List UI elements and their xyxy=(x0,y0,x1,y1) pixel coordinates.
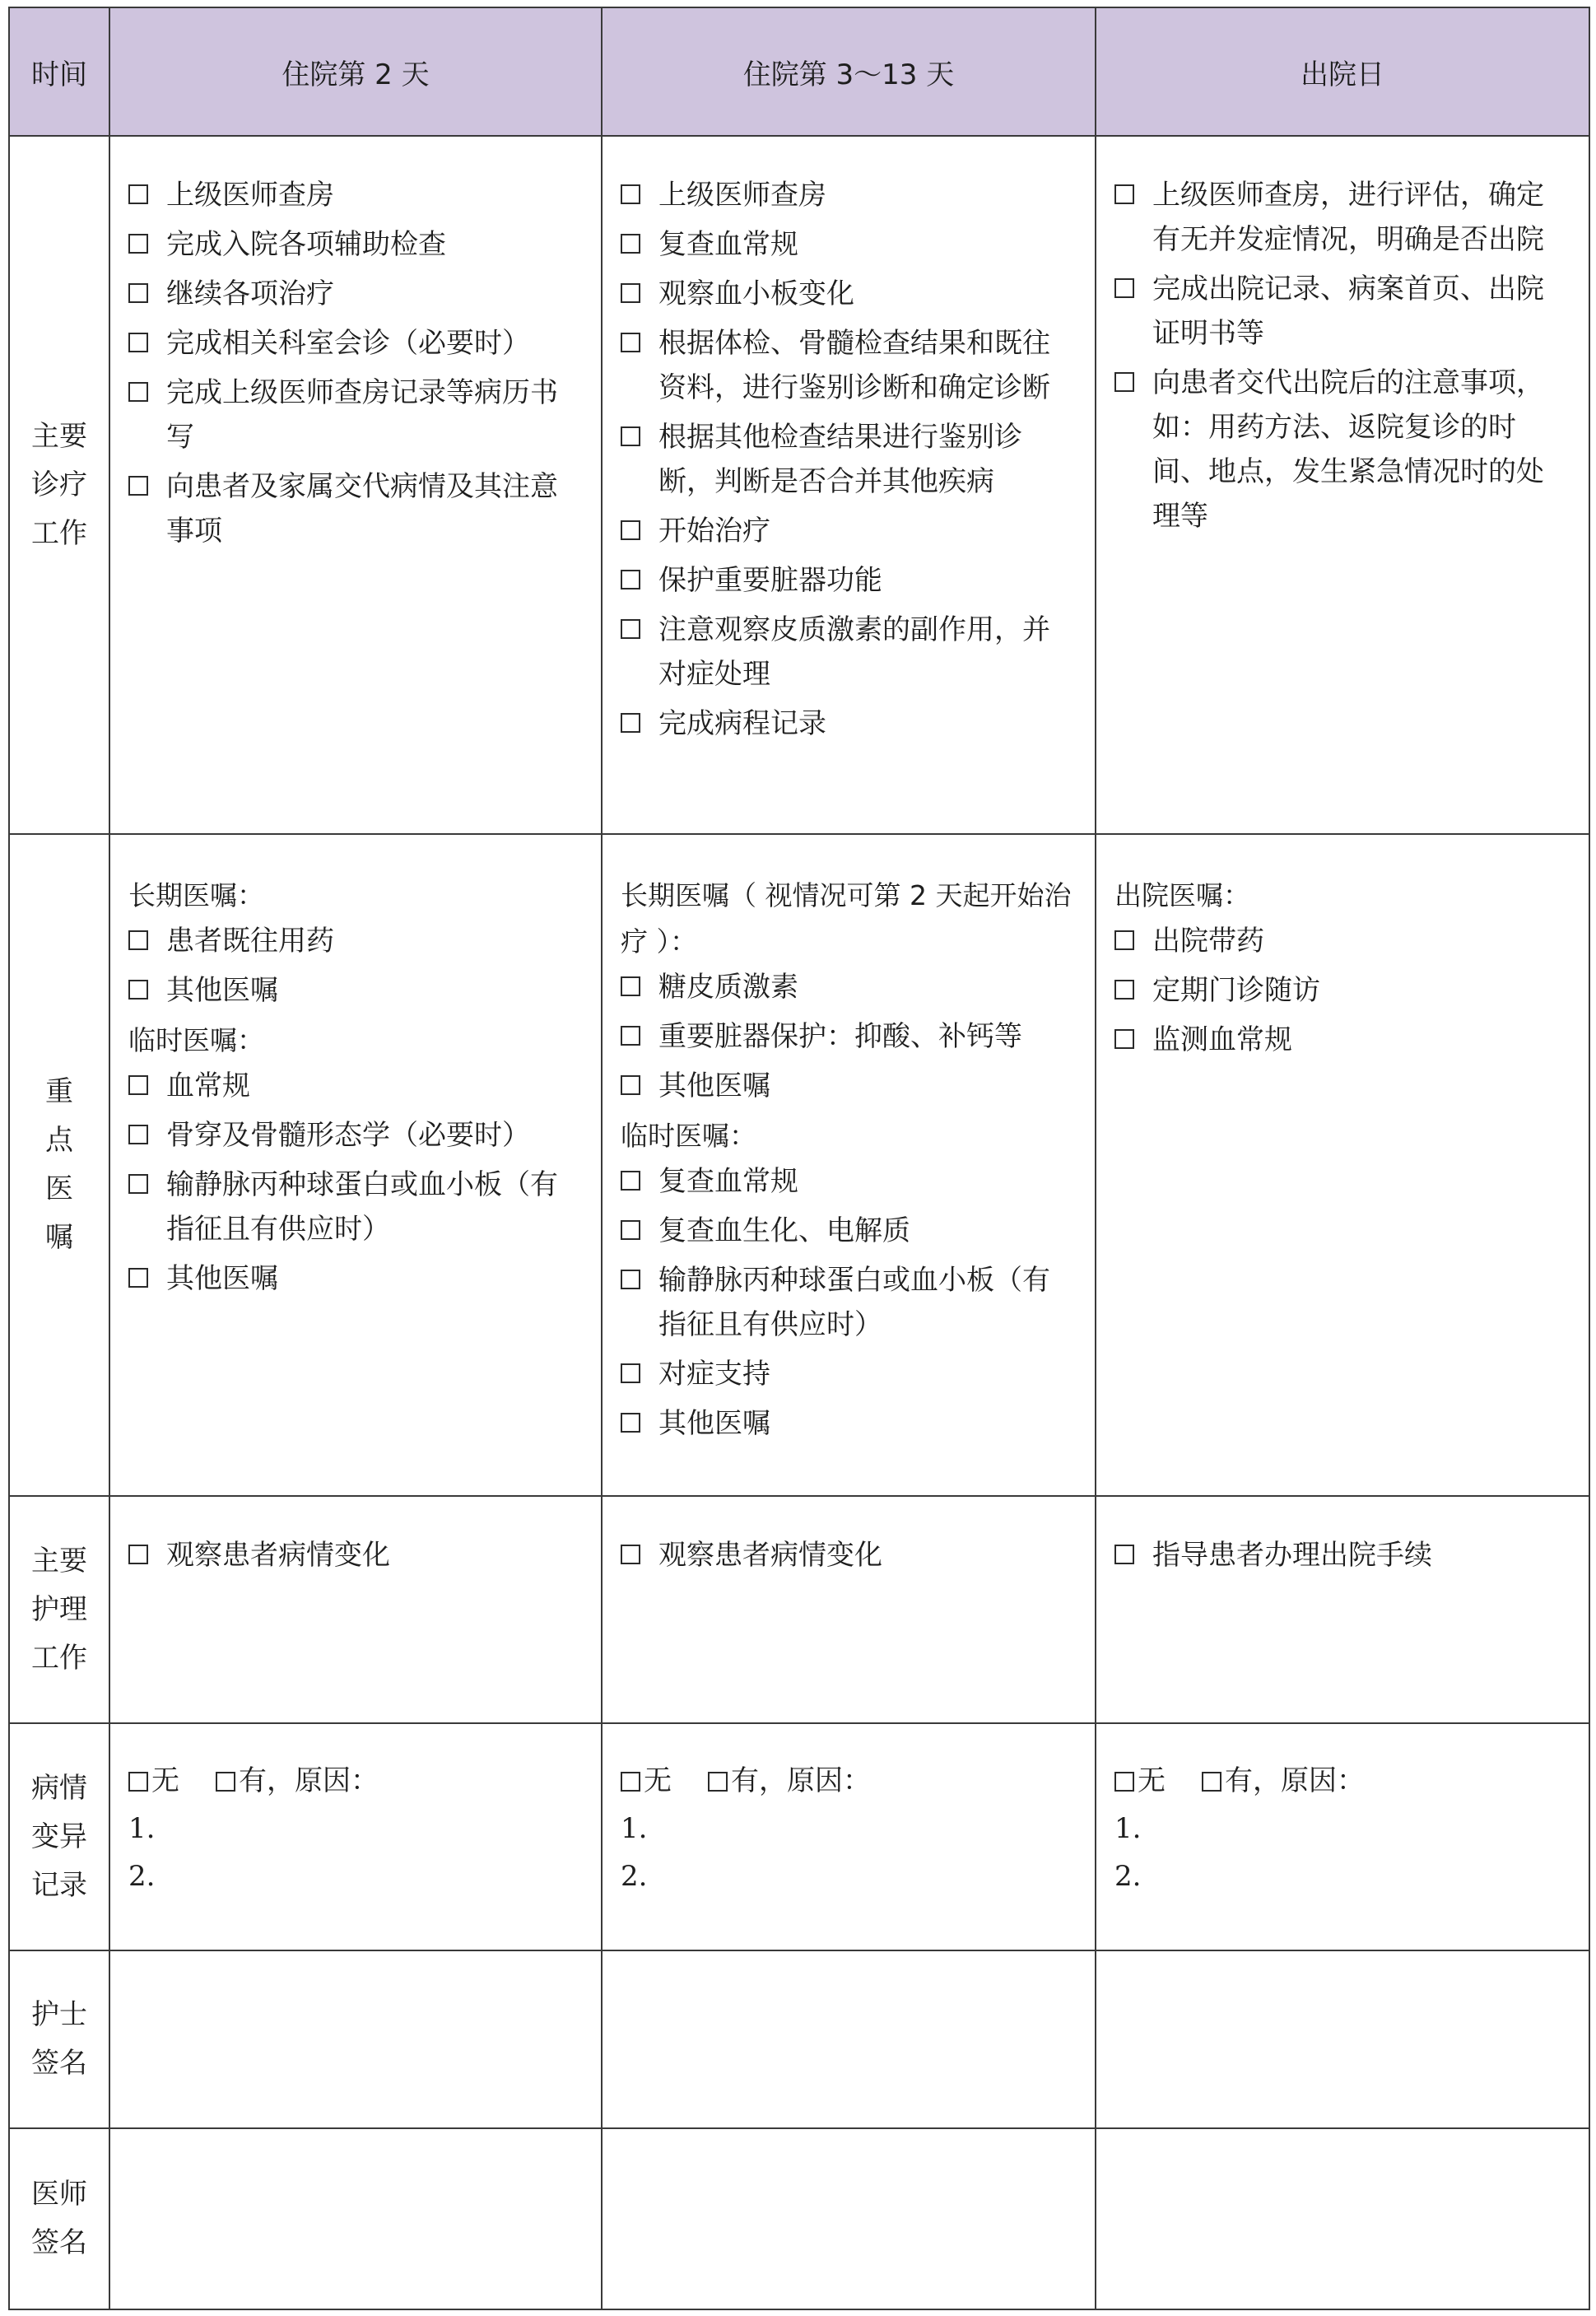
checklist-item xyxy=(621,321,1077,410)
checklist-item xyxy=(621,415,1077,504)
row-label-text: 医师签名 xyxy=(31,2178,87,2259)
variation-none-label: 无 xyxy=(151,1764,179,1797)
checklist-item xyxy=(128,1113,583,1158)
checkbox[interactable] xyxy=(128,283,148,303)
header-day3-13: 住院第 3～13 天 xyxy=(602,7,1096,136)
cell-main-work-day3-13 xyxy=(602,136,1096,834)
checkbox[interactable] xyxy=(621,1270,640,1289)
checkbox[interactable] xyxy=(1114,980,1134,1000)
checkbox-none[interactable] xyxy=(1114,1772,1134,1792)
checkbox[interactable] xyxy=(128,184,148,204)
variation-none-label: 无 xyxy=(1138,1764,1166,1797)
checkbox-yes[interactable] xyxy=(708,1772,728,1792)
nurse-signature-day2[interactable] xyxy=(109,1950,602,2128)
checklist-item xyxy=(621,1159,1077,1204)
checklist-item xyxy=(1114,919,1570,963)
checklist-item xyxy=(621,1352,1077,1396)
header-discharge: 出院日 xyxy=(1096,7,1589,136)
checklist-item-text: 继续各项治疗 xyxy=(166,277,334,310)
checkbox-none[interactable] xyxy=(621,1772,640,1792)
checklist-item xyxy=(621,608,1077,697)
variation-options xyxy=(1114,1757,1570,1805)
checkbox[interactable] xyxy=(1114,1029,1134,1049)
row-label-nursing xyxy=(9,1496,109,1723)
checklist-item-text: 根据体检、骨髓检查结果和既往资料，进行鉴别诊断和确定诊断 xyxy=(658,327,1050,404)
checklist-item-text: 定期门诊随访 xyxy=(1152,974,1320,1007)
checklist xyxy=(1114,173,1570,538)
checkbox[interactable] xyxy=(621,1220,640,1240)
checklist-item xyxy=(621,509,1077,553)
checklist-item-text: 开始治疗 xyxy=(658,515,770,548)
checklist-item-text: 完成出院记录、病案首页、出院证明书等 xyxy=(1152,273,1544,350)
header-row xyxy=(9,7,1589,136)
checkbox[interactable] xyxy=(128,333,148,352)
checklist-item-text: 上级医师查房 xyxy=(166,179,334,212)
checklist-item xyxy=(621,965,1077,1009)
checklist-item xyxy=(128,1533,583,1577)
checkbox[interactable] xyxy=(621,283,640,303)
checkbox[interactable] xyxy=(621,520,640,540)
checklist-item-text: 出院带药 xyxy=(1152,925,1264,958)
row-label-text: 病情变异记录 xyxy=(31,1771,87,1902)
checklist-item-text: 复查血生化、电解质 xyxy=(658,1214,910,1247)
temporary-orders-heading: 临时医嘱： xyxy=(128,1024,264,1056)
variation-yes-label: 有，原因： xyxy=(1225,1764,1365,1797)
row-main-work xyxy=(9,136,1589,834)
checklist-item-text: 观察患者病情变化 xyxy=(166,1539,390,1572)
cell-orders-discharge xyxy=(1096,834,1589,1496)
checklist-item-text: 其他医嘱 xyxy=(166,974,278,1007)
variation-options xyxy=(128,1757,583,1805)
variation-line-1: 1. xyxy=(1114,1812,1142,1845)
row-label-key-orders xyxy=(9,834,109,1496)
doctor-signature-discharge[interactable] xyxy=(1096,2128,1589,2309)
checklist xyxy=(128,1064,583,1301)
checklist xyxy=(621,1159,1077,1446)
checklist-item-text: 患者既往用药 xyxy=(166,925,334,958)
cell-nursing-day3-13 xyxy=(602,1496,1096,1723)
checklist-item xyxy=(128,1163,583,1251)
checkbox[interactable] xyxy=(128,234,148,254)
row-label-text: 主要诊疗工作 xyxy=(31,419,87,550)
checkbox[interactable] xyxy=(1114,278,1134,298)
checklist-item-text: 根据其他检查结果进行鉴别诊断，判断是否合并其他疾病 xyxy=(658,421,1022,498)
checklist-item-text: 其他医嘱 xyxy=(166,1262,278,1295)
checklist xyxy=(1114,1533,1570,1577)
cell-orders-day3-13 xyxy=(602,834,1096,1496)
checkbox[interactable] xyxy=(621,1413,640,1433)
checkbox-yes[interactable] xyxy=(216,1772,235,1792)
checklist-item-text: 向患者及家属交代病情及其注意事项 xyxy=(166,470,558,548)
row-label-text: 重点医嘱 xyxy=(45,1075,73,1254)
checklist-item-text: 观察血小板变化 xyxy=(658,277,854,310)
checklist-item xyxy=(621,1014,1077,1059)
checklist-item-text: 输静脉丙种球蛋白或血小板（有指征且有供应时） xyxy=(658,1264,1050,1341)
row-label-text: 主要护理工作 xyxy=(31,1544,87,1675)
checklist-item-text: 上级医师查房，进行评估，确定有无并发症情况，明确是否出院 xyxy=(1152,179,1544,256)
checklist-item xyxy=(621,272,1077,316)
checkbox[interactable] xyxy=(621,570,640,589)
checklist-item xyxy=(128,1256,583,1301)
checklist-item-text: 指导患者办理出院手续 xyxy=(1152,1539,1432,1572)
checklist-item xyxy=(128,173,583,217)
checklist-item xyxy=(128,222,583,267)
checklist-item xyxy=(1114,1018,1570,1062)
checklist-item xyxy=(621,1064,1077,1108)
header-time: 时间 xyxy=(9,7,109,136)
checklist-item-text: 复查血常规 xyxy=(658,228,798,261)
row-key-orders xyxy=(9,834,1589,1496)
checklist-item-text: 上级医师查房 xyxy=(658,179,826,212)
checklist-item-text: 观察患者病情变化 xyxy=(658,1539,882,1572)
variation-options xyxy=(621,1757,1077,1805)
checkbox[interactable] xyxy=(621,333,640,352)
checkbox[interactable] xyxy=(621,1363,640,1383)
checklist-item xyxy=(128,919,583,963)
checklist-item xyxy=(621,1258,1077,1347)
checklist-item xyxy=(128,370,583,459)
checklist-item-text: 对症支持 xyxy=(658,1358,770,1391)
checklist xyxy=(621,173,1077,746)
checklist-item-text: 注意观察皮质激素的副作用，并对症处理 xyxy=(658,613,1050,691)
cell-main-work-discharge xyxy=(1096,136,1589,834)
checklist-item xyxy=(621,1533,1077,1577)
variation-yes-label: 有，原因： xyxy=(239,1764,379,1797)
checklist-item xyxy=(621,558,1077,603)
cell-variation-day3-13 xyxy=(602,1723,1096,1950)
checkbox[interactable] xyxy=(621,1075,640,1095)
checkbox-yes[interactable] xyxy=(1202,1772,1221,1792)
checklist-item-text: 输静脉丙种球蛋白或血小板（有指征且有供应时） xyxy=(166,1168,558,1246)
checkbox[interactable] xyxy=(128,980,148,1000)
checkbox[interactable] xyxy=(1114,930,1134,950)
checkbox[interactable] xyxy=(621,426,640,446)
checklist-item xyxy=(621,701,1077,746)
checkbox[interactable] xyxy=(128,1174,148,1194)
nurse-signature-day3-13[interactable] xyxy=(602,1950,1096,2128)
checkbox[interactable] xyxy=(128,1075,148,1095)
checklist-item xyxy=(128,968,583,1013)
long-term-orders-heading: 长期医嘱： xyxy=(128,879,264,911)
checklist xyxy=(128,919,583,1013)
checkbox[interactable] xyxy=(621,713,640,733)
checklist-item xyxy=(1114,267,1570,356)
checkbox[interactable] xyxy=(128,930,148,950)
checkbox-none[interactable] xyxy=(128,1772,148,1792)
cell-orders-day2 xyxy=(109,834,602,1496)
variation-yes-label: 有，原因： xyxy=(731,1764,871,1797)
variation-line-2: 2. xyxy=(1114,1860,1142,1893)
checklist-item xyxy=(621,222,1077,267)
row-variation xyxy=(9,1723,1589,1950)
checkbox[interactable] xyxy=(621,1026,640,1046)
checklist-item-text: 完成上级医师查房记录等病历书写 xyxy=(166,376,558,454)
checklist-item xyxy=(128,464,583,553)
checklist-item-text: 监测血常规 xyxy=(1152,1023,1292,1056)
checklist xyxy=(128,1533,583,1577)
row-nursing xyxy=(9,1496,1589,1723)
checklist-item-text: 完成病程记录 xyxy=(658,707,826,740)
clinical-pathway-table xyxy=(8,7,1590,2310)
checklist-item xyxy=(621,1401,1077,1446)
row-label-main-work xyxy=(9,136,109,834)
checklist-item-text: 其他医嘱 xyxy=(658,1069,770,1102)
checklist-item-text: 完成入院各项辅助检查 xyxy=(166,228,446,261)
checklist-item-text: 向患者交代出院后的注意事项，如：用药方法、返院复诊的时间、地点，发生紧急情况时的处理等 xyxy=(1152,366,1544,533)
checklist-item xyxy=(128,1064,583,1108)
checkbox[interactable] xyxy=(621,234,640,254)
checklist-item xyxy=(621,173,1077,217)
checklist-item-text: 复查血常规 xyxy=(658,1165,798,1198)
row-label-text: 护士签名 xyxy=(31,1998,87,2080)
row-label-nurse-signature xyxy=(9,1950,109,2128)
checklist-item-text: 重要脏器保护：抑酸、补钙等 xyxy=(658,1020,1022,1053)
checklist-item xyxy=(1114,968,1570,1013)
variation-none-label: 无 xyxy=(644,1764,672,1797)
doctor-signature-day3-13[interactable] xyxy=(602,2128,1096,2309)
checkbox[interactable] xyxy=(128,1268,148,1288)
discharge-orders-heading: 出院医嘱： xyxy=(1114,879,1250,911)
checklist-item xyxy=(1114,361,1570,538)
checklist xyxy=(1114,919,1570,1062)
checklist-item-text: 保护重要脏器功能 xyxy=(658,564,882,597)
long-term-orders-heading: 长期医嘱（ 视情况可第 2 天起开始治疗 ）： xyxy=(621,879,1072,958)
header-day2: 住院第 2 天 xyxy=(109,7,602,136)
row-nurse-signature xyxy=(9,1950,1589,2128)
checklist-item xyxy=(128,272,583,316)
checklist xyxy=(621,1533,1077,1577)
checklist xyxy=(621,965,1077,1108)
row-label-doctor-signature xyxy=(9,2128,109,2309)
variation-line-2: 2. xyxy=(621,1860,648,1893)
nurse-signature-discharge[interactable] xyxy=(1096,1950,1589,2128)
variation-line-2: 2. xyxy=(128,1860,156,1893)
row-label-variation xyxy=(9,1723,109,1950)
checklist-item-text: 其他医嘱 xyxy=(658,1407,770,1440)
checklist xyxy=(128,173,583,553)
checklist-item xyxy=(1114,1533,1570,1577)
checkbox[interactable] xyxy=(621,619,640,639)
checklist-item xyxy=(128,321,583,366)
checklist-item-text: 完成相关科室会诊（必要时） xyxy=(166,327,530,360)
variation-line-1: 1. xyxy=(621,1812,648,1845)
doctor-signature-day2[interactable] xyxy=(109,2128,602,2309)
checkbox[interactable] xyxy=(128,1125,148,1144)
cell-variation-discharge xyxy=(1096,1723,1589,1950)
checklist-item xyxy=(621,1209,1077,1253)
checklist-item-text: 糖皮质激素 xyxy=(658,971,798,1004)
checklist-item-text: 血常规 xyxy=(166,1069,250,1102)
checkbox[interactable] xyxy=(621,184,640,204)
checkbox[interactable] xyxy=(1114,184,1134,204)
variation-line-1: 1. xyxy=(128,1812,156,1845)
checkbox[interactable] xyxy=(128,382,148,402)
checkbox[interactable] xyxy=(621,1545,640,1564)
checkbox[interactable] xyxy=(128,476,148,496)
checkbox[interactable] xyxy=(621,1171,640,1191)
cell-main-work-day2 xyxy=(109,136,602,834)
checklist-item xyxy=(1114,173,1570,262)
row-doctor-signature xyxy=(9,2128,1589,2309)
checkbox[interactable] xyxy=(1114,372,1134,392)
checkbox[interactable] xyxy=(1114,1545,1134,1564)
cell-variation-day2 xyxy=(109,1723,602,1950)
checkbox[interactable] xyxy=(621,976,640,996)
checklist-item-text: 骨穿及骨髓形态学（必要时） xyxy=(166,1119,530,1152)
temporary-orders-heading: 临时医嘱： xyxy=(621,1120,756,1152)
cell-nursing-day2 xyxy=(109,1496,602,1723)
cell-nursing-discharge xyxy=(1096,1496,1589,1723)
checkbox[interactable] xyxy=(128,1545,148,1564)
